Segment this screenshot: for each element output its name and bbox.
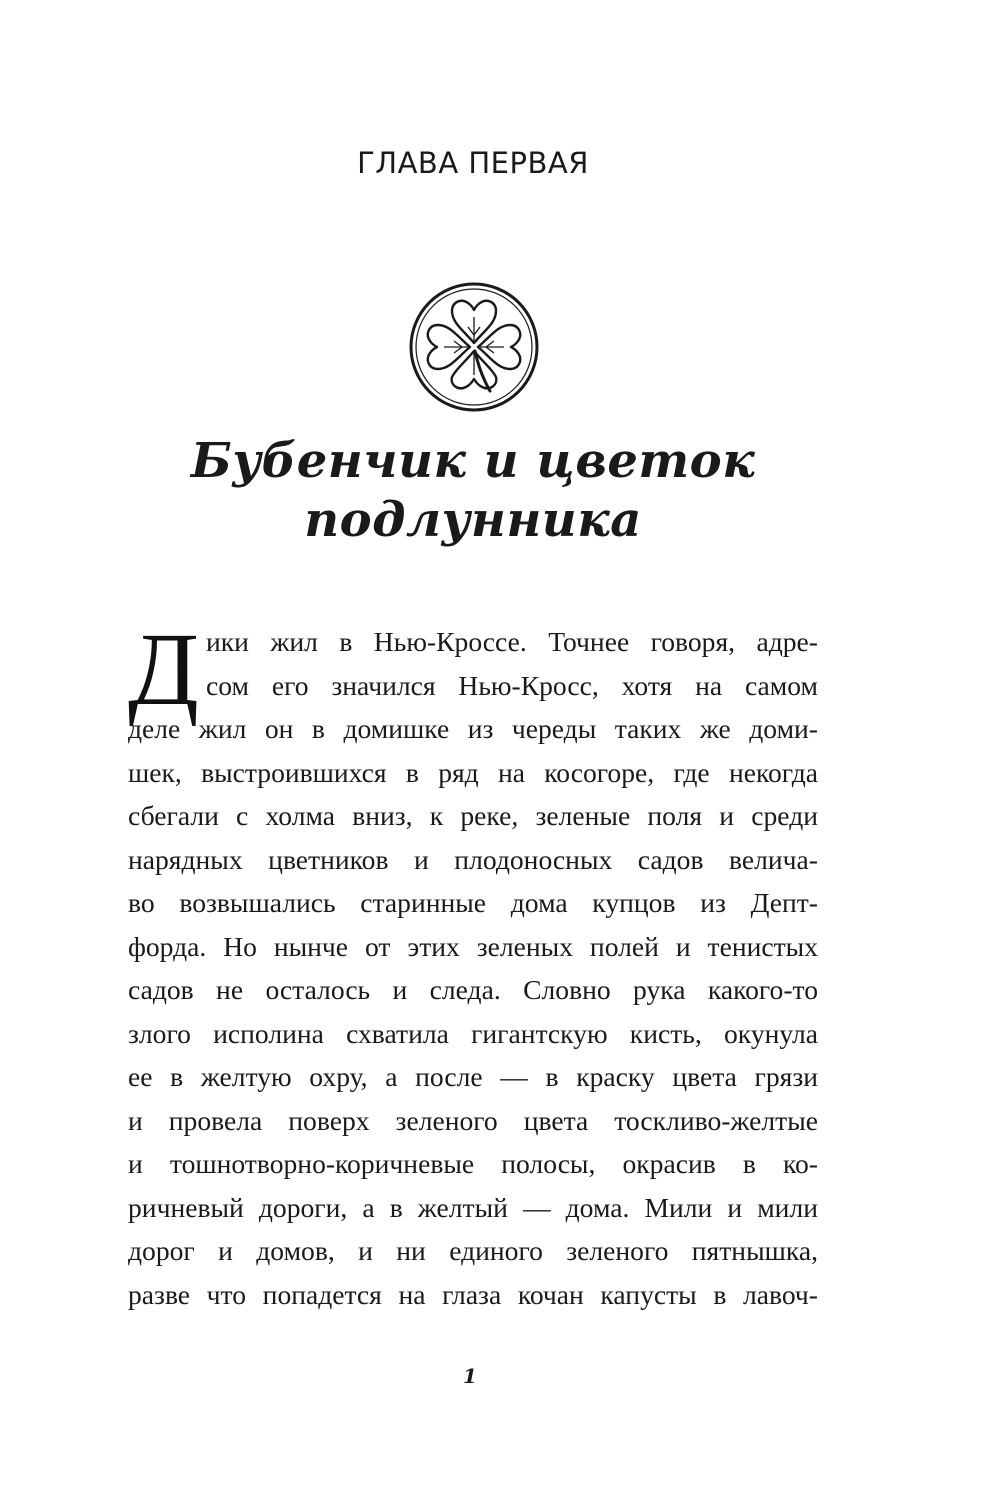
chapter-title-line-1: Бубенчик и цветок <box>190 433 756 489</box>
text-line: и тошнотворно-коричневые полосы, окрасив в ко- <box>128 1148 818 1179</box>
chapter-title-line-2: подлунника <box>304 492 642 548</box>
chapter-label: ГЛАВА ПЕРВАЯ <box>357 146 589 180</box>
drop-cap: Д <box>128 612 199 727</box>
chapter-title <box>0 432 946 550</box>
text-line: садов не осталось и следа. Словно рука какого-то <box>128 974 818 1005</box>
text-line: ричневый дороги, а в желтый — дома. Мили и мили <box>128 1191 818 1223</box>
text-line: форда. Но нынче от этих зеленых полей и тенистых <box>128 930 818 962</box>
body-text <box>128 612 818 1316</box>
four-leaf-clover-icon <box>408 281 540 413</box>
text-line: сбегали с холма вниз, к реке, зеленые поля и среди <box>128 800 818 831</box>
text-line: злого исполина схватила гигантскую кисть, окунула <box>128 1017 818 1049</box>
text-line: нарядных цветников и плодоносных садов велича- <box>128 843 818 875</box>
text-line: и провела поверх зеленого цвета тоскливо-желтые <box>128 1104 818 1136</box>
text-line: дорог и домов, и ни единого зеленого пятнышка, <box>128 1235 818 1266</box>
text-line: деле жил он в домишке из череды таких же доми- <box>128 713 818 744</box>
text-line: разве что попадется на глаза кочан капусты в лавоч- <box>128 1278 818 1310</box>
page-number: 1 <box>463 1364 477 1388</box>
text-line: ики жил в Нью-Кроссе. Точнее говоря, адре- <box>206 626 818 657</box>
text-line: во возвышались старинные дома купцов из Депт- <box>128 887 818 918</box>
text-line: сом его значился Нью-Кросс, хотя на самом <box>206 669 818 701</box>
text-line: шек, выстроившихся в ряд на косогоре, где некогда <box>128 756 818 788</box>
text-line: ее в желтую охру, а после — в краску цвета грязи <box>128 1061 818 1092</box>
